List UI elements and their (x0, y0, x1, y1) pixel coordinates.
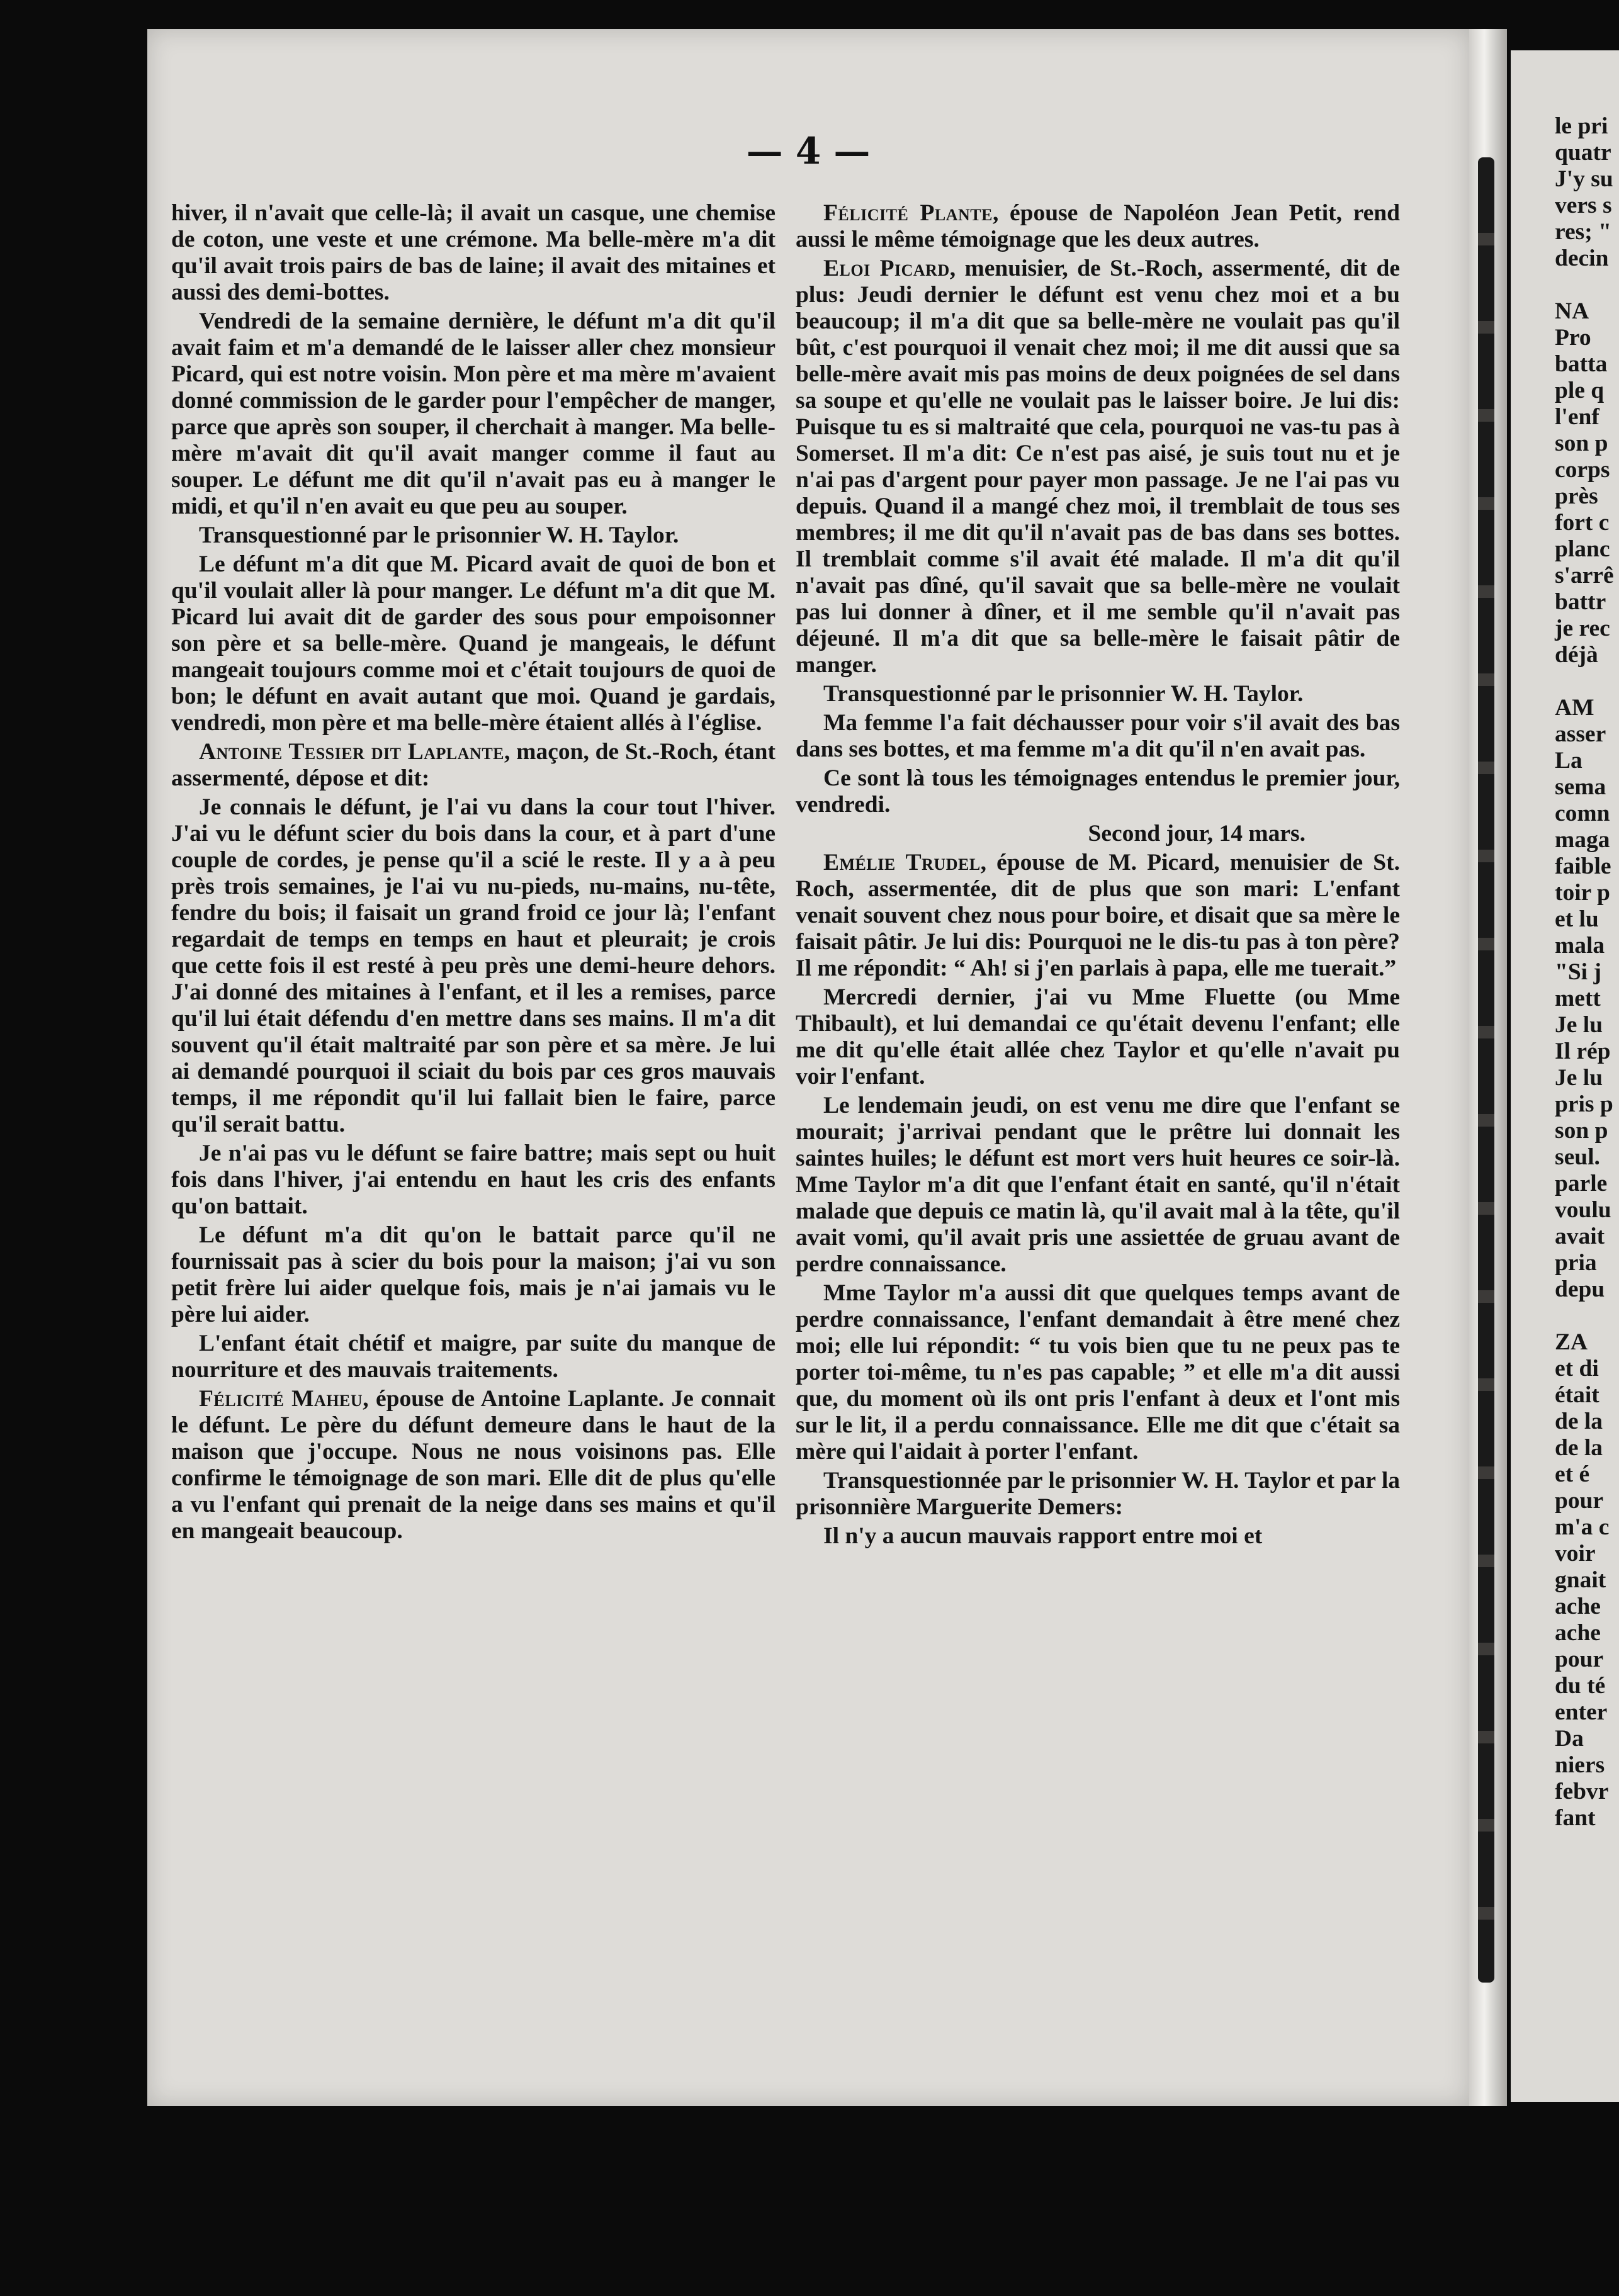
witness-name: Emélie Trudel (823, 850, 981, 875)
page-number: — 4 — (746, 130, 871, 172)
paragraph (796, 984, 1400, 1090)
witness-name: Antoine Tessier dit Laplante (199, 739, 505, 765)
paragraph-text: , menuisier, de St.-Roch, assermenté, dit de plus: Jeudi dernier le défunt est venu chez moi et a bu beaucoup; il m'a dit que sa belle-mère ne voulait pas qu'il bût, c'est pourquoi il venait chez moi; il me dit aussi que sa belle-mère avait mis pas moins de deux poignées de sel dans sa soupe et qu'elle ne voulait pas le laisser boire. Je lui dis: Puisque tu es si maltraité que cela, pourquoi ne vas-tu pas à Somerset. Il m'a dit: Ce n'est pas aisé, je suis tout nu et je n'ai pas d'argent pour payer mon passage. Je ne l'ai pas vu depuis. Quand il a mangé chez moi, il tremblait de tous ses membres; il me dit qu'il n'avait pas de bas dans ses bottes. Il tremblait comme s'il avait été malade. Il m'a dit qu'il n'avait pas dîné, qu'il savait que sa belle-mère ne voulait pas lui donner à dîner, et il me semble qu'il n'avait pas déjeuné. Il m'a dit que sa belle-mère le faisait pâtir de manger. (796, 256, 1400, 678)
paragraph (171, 308, 776, 520)
right-column (796, 200, 1400, 1552)
paragraph-text: , épouse de Napoléon Jean Petit, rend aussi le même témoignage que les deux autres. (796, 200, 1400, 252)
paragraph (171, 200, 776, 306)
paragraph-text: Transquestionnée par le prisonnier W. H. Taylor et par la prisonnière Marguerite Demers: (796, 1468, 1400, 1520)
paragraph (171, 522, 776, 549)
paragraph (796, 1523, 1400, 1550)
paragraph-text: Je n'ai pas vu le défunt se faire battre; mais sept ou huit fois dans l'hiver, j'ai entendu en haut les cris des enfants qu'on battait. (171, 1140, 776, 1219)
paragraph (796, 681, 1400, 707)
paragraph (796, 710, 1400, 763)
paragraph-text: , épouse de Antoine Laplante. Je connait le défunt. Le père du défunt demeure dans le haut de la maison que j'occupe. Nous ne nous voisinons pas. Elle confirme le témoignage de son mari. Elle dit de plus qu'elle a vu l'enfant qui prenait de la neige dans ses mains et qu'il en mangeait beaucoup. (171, 1386, 776, 1544)
paragraph (796, 1093, 1400, 1278)
document-page (147, 29, 1469, 2106)
paragraph (171, 551, 776, 736)
paragraph (171, 1140, 776, 1220)
paragraph (796, 850, 1400, 982)
paragraph-text: , épouse de M. Picard, menuisier de St. Roch, assermentée, dit de plus que son mari: L'enfant venait souvent chez nous pour boire, et disait que sa mère le faisait pâtir. Je lui dis: Pourquoi ne le dis-tu pas à ton père? Il me répondit: “ Ah! si j'en parlais à papa, elle me tuerait.” (796, 850, 1400, 981)
paragraph-text: Le lendemain jeudi, on est venu me dire que l'enfant se mourait; j'arrivai pendant que le prêtre lui donnait les saintes huiles; le défunt est mort vers huit heures ce soir-là. Mme Taylor m'a dit que l'enfant était en santé, qu'il n'était malade que depuis ce matin là, qu'il avait mal à la tête, qu'il avait vomi, qu'il avait pris une assiettée de gruau avant de perdre connaissance. (796, 1093, 1400, 1277)
adjacent-page-fragment (1511, 50, 1619, 2102)
paragraph (171, 1222, 776, 1328)
paragraph-text: Second jour, 14 mars. (1088, 821, 1306, 847)
paragraph (796, 1468, 1400, 1521)
paragraph (171, 1331, 776, 1383)
paragraph (796, 765, 1400, 818)
paragraph-text: Le défunt m'a dit qu'on le battait parce qu'il ne fournissait pas à scier du bois pour la maison; j'ai vu son petit frère lui aider quelque fois, mais je n'ai jamais vu le père lui aider. (171, 1222, 776, 1327)
paragraph-text: Il n'y a aucun mauvais rapport entre moi et (823, 1523, 1263, 1549)
paragraph-text: Le défunt m'a dit que M. Picard avait de quoi de bon et qu'il voulait aller là pour manger. Le défunt m'a dit que M. Picard lui avait dit de garder des sous pour empoisonner son père et sa belle-mère. Quand je mangeais, le défunt mangeait toujours comme moi et c'était toujours de quoi de bon; le défunt en avait autant que moi. Quand je gardais, vendredi, mon père et ma belle-mère étaient allés à l'église. (171, 551, 776, 736)
paragraph (796, 1280, 1400, 1465)
paragraph-text: Je connais le défunt, je l'ai vu dans la cour tout l'hiver. J'ai vu le défunt scier du bois dans la cour, et à part d'une couple de cordes, je pense qu'il a scié le reste. Il y a à peu près trois semaines, je l'ai vu nu-pieds, nu-mains, nu-tête, fendre du bois; il faisait un grand froid ce jour là; l'enfant regardait de temps en temps en haut et pleurait; je crois que cette fois il est resté à peu près une demi-heure dehors. J'ai donné des mitaines à l'enfant, et il les a remises, parce qu'il lui était défendu d'en mettre dans ses mains. Il m'a dit souvent qu'il était maltraité par son père et sa mère. Je lui ai demandé pourquoi il sciait du bois par ces gros mauvais temps, il me répondit qu'il lui fallait bien le faire, parce qu'il serait battu. (171, 794, 776, 1137)
paragraph-text: Transquestionné par le prisonnier W. H. Taylor. (823, 681, 1304, 707)
paragraph (796, 200, 1400, 253)
paragraph-text: Vendredi de la semaine dernière, le défunt m'a dit qu'il avait faim et m'a demandé de le laisser aller chez monsieur Picard, qui est notre voisin. Mon père et ma mère m'avaient donné commission de le garder pour l'empêcher de manger, parce que après son souper, il cherchait à manger. Ma belle-mère m'avait dit qu'il avait manger comme il faut au souper. Le défunt me dit qu'il n'avait pas eu à manger le midi, et qu'il n'en avait eu que peu au souper. (171, 308, 776, 519)
paragraph (171, 739, 776, 792)
left-column (171, 200, 776, 1547)
paragraph-text: Transquestionné par le prisonnier W. H. Taylor. (199, 522, 679, 548)
paragraph (796, 821, 1400, 847)
paragraph-text: , maçon, de St.-Roch, étant assermenté, dépose et dit: (171, 739, 776, 791)
paragraph-text: Ma femme l'a fait déchausser pour voir s'il avait des bas dans ses bottes, et ma femme m'a dit qu'il n'en avait pas. (796, 710, 1400, 762)
paragraph-text: Mme Taylor m'a aussi dit que quelques temps avant de perdre connaissance, l'enfant demandait à être mené chez moi; elle lui répondit: “ tu vois bien que tu ne peux pas te porter toi-même, tu n'es pas capable; ” et elle m'a dit aussi que, du moment où ils ont pris l'enfant à deux et l'ont mis sur le lit, il a perdu connaissance. Elle me dit que c'était sa mère qui l'aidait à porter l'enfant. (796, 1280, 1400, 1465)
paragraph (796, 256, 1400, 678)
paragraph-text: Ce sont là tous les témoignages entendus le premier jour, vendredi. (796, 765, 1400, 818)
paragraph-text: hiver, il n'avait que celle-là; il avait un casque, une chemise de coton, une veste et une crémone. Ma belle-mère m'a dit qu'il avait trois pairs de bas de laine; il avait des mitaines et aussi des demi-bottes. (171, 200, 776, 305)
adjacent-page-text: le pri quatr J'y su vers s res; " decin NA Pro batta ple q l'enf son p corps près fort c planc s'arrê battr je rec déjà AM asser La sema comn maga faible toir p et lu mala "Si j mett Je lu Il rép Je lu pris p son p seul. parle voulu avait pria depu ZA et di était de la de la et é pour m'a c voir gnait ache ache pour du té enter Da niers febvr fant (1555, 113, 1614, 1831)
witness-name: Félicité Plante (823, 200, 993, 226)
paragraph (171, 794, 776, 1138)
binding-strip (1478, 157, 1494, 1983)
witness-name: Félicité Maheu (199, 1386, 363, 1412)
paragraph-text: Mercredi dernier, j'ai vu Mme Fluette (ou Mme Thibault), et lui demandai ce qu'était devenu l'enfant; elle me dit qu'elle était allée chez Taylor et qu'elle n'avait pu voir l'enfant. (796, 984, 1400, 1089)
paragraph (171, 1386, 776, 1545)
witness-name: Eloi Picard (823, 256, 950, 281)
paragraph-text: L'enfant était chétif et maigre, par suite du manque de nourriture et des mauvais traitements. (171, 1331, 776, 1383)
